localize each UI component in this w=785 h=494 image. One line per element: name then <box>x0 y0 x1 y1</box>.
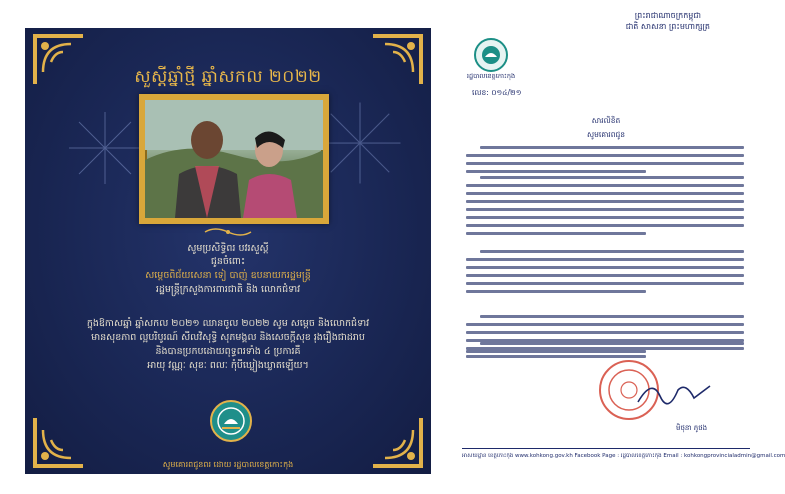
ministry-name: រដ្ឋបាលខេត្តកោះកុង <box>466 72 516 80</box>
card-headline: សួស្តីឆ្នាំថ្មី ឆ្នាំសកល ២០២២ <box>134 67 322 87</box>
card-greeting-line: សូមប្រសិទ្ធិពរ បវរសួស្តី <box>187 243 269 254</box>
portrait-photo <box>139 94 329 224</box>
letter-text-line <box>466 258 744 261</box>
card-body-line: និងបានប្រកបដោយពុទ្ធពរទាំង ៤ ប្រការគឺ <box>155 346 301 357</box>
letter-text-line <box>466 274 744 277</box>
letter-text-line <box>466 170 646 173</box>
letter-text-line <box>466 232 646 235</box>
letter-text-line <box>466 224 744 227</box>
letter-salutation: សូមគោរពជូន <box>586 130 626 139</box>
letter-text-line <box>466 154 744 157</box>
letter-text-line <box>466 355 646 358</box>
signer-name: មិថុនា ភូថង <box>676 424 708 432</box>
card-footer: សូមគោរពជូនពរ ដោយ ​រដ្ឋបាលខេត្តកោះកុង <box>162 460 294 469</box>
signature-icon <box>634 372 714 412</box>
card-body-line: មានសុខភាព ល្អបរិបូរណ៍ សីលវិសុទ្ធិ សុភមង្គល និងសេចក្តីសុខ រុងរឿងជាដរាប <box>91 332 365 343</box>
kingdom-title: ព្រះរាជាណាចក្រកម្ពុជា <box>634 11 701 20</box>
letter-text-line <box>480 342 744 345</box>
letter-text-line <box>466 266 744 269</box>
card-greeting-line: ជូនចំពោះ <box>210 256 246 267</box>
letter-text-line <box>480 250 744 253</box>
kingdom-header <box>626 10 710 32</box>
letter-text-line <box>480 315 744 318</box>
firework-icon <box>65 108 145 188</box>
letter-title: សារលិខិត <box>591 116 621 125</box>
letter-text-line <box>466 192 744 195</box>
letter-text-line <box>466 350 646 353</box>
card-body-line: ក្នុងឱកាសឆ្នាំ ឆ្នាំសកល ២០២១ ឈានចូល ២០២២ សូម សម្តេច និងលោកជំទាវ <box>86 318 370 329</box>
provincial-logo-icon <box>210 400 252 442</box>
letter-text-line <box>466 200 744 203</box>
letter-text-line <box>466 216 744 219</box>
letter-text-line <box>466 331 744 334</box>
letter-text-line <box>466 282 744 285</box>
card-recipient-line: សម្តេចពិជ័យសេនា ទៀ បាញ់ ឧបនាយករដ្ឋមន្ត្រី <box>145 270 311 281</box>
greeting-card <box>25 28 431 474</box>
letter-text-line <box>466 208 744 211</box>
divider-ornament-icon <box>203 226 253 238</box>
letter-text-line <box>480 176 744 179</box>
official-letter <box>444 0 785 494</box>
letter-footer: អាសយដ្ឋាន ខេត្តកោះកុង www.kohkong.gov.kh Facebook Page : រដ្ឋបាលខេត្តកោះកុង Email : kohkongprovincialadmin@gmail.com <box>462 453 785 459</box>
letter-text-line <box>466 290 646 293</box>
letter-text-line <box>466 184 744 187</box>
ministry-logo-icon <box>474 38 508 72</box>
kingdom-motto: ជាតិ សាសនា ព្រះមហាក្សត្រ <box>625 22 710 31</box>
letter-text-line <box>480 146 744 149</box>
footer-divider <box>462 448 750 449</box>
card-body-line: អាយុ វណ្ណៈ សុខៈ ពលៈ កុំបីឃ្លៀងឃ្លាតឡើយ។ <box>147 360 309 371</box>
card-recipient-title: រដ្ឋមន្ត្រីក្រសួងការពារជាតិ និង លោកជំទាវ <box>155 284 301 295</box>
letter-text-line <box>466 162 744 165</box>
letter-text-line <box>466 323 744 326</box>
letter-number: លេខ: ០១៤/២១ <box>472 88 522 97</box>
